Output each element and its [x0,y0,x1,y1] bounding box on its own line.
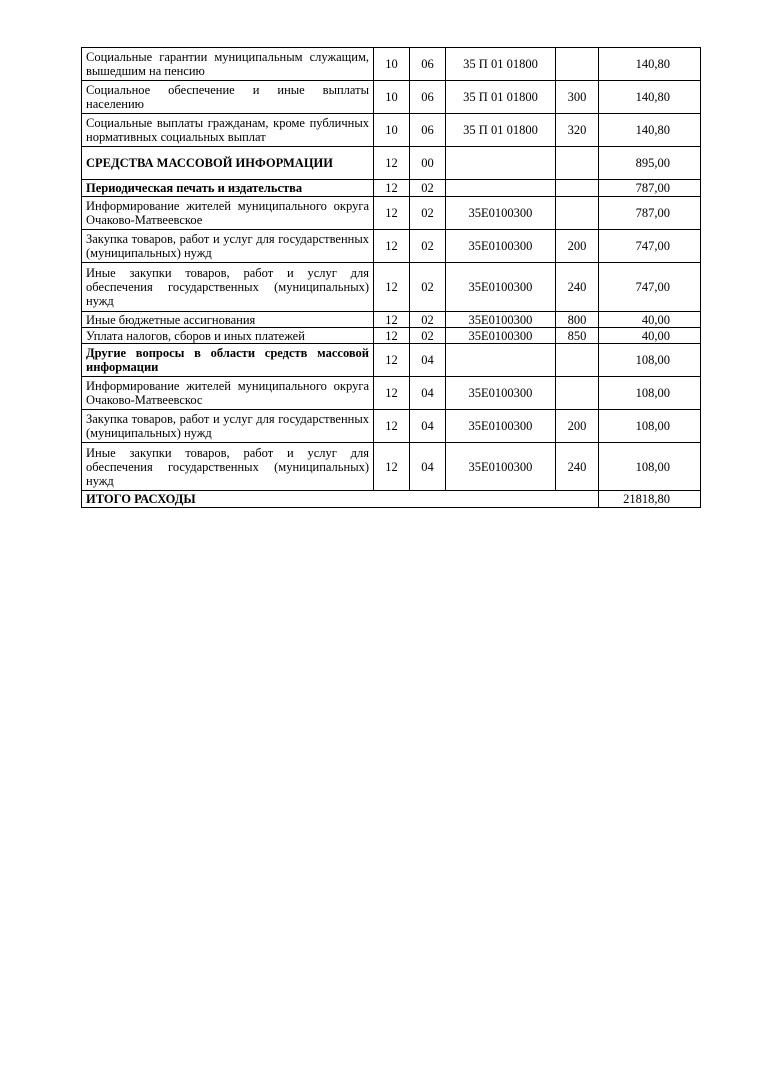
row-target-article [446,180,556,197]
table-row [82,443,701,491]
row-amount: 787,00 [599,197,701,230]
row-amount: 747,00 [599,263,701,312]
row-section: 10 [374,48,410,81]
row-section: 12 [374,230,410,263]
row-name: Иные закупки товаров, работ и услуг для обеспечения государственных (муниципальных) нужд [82,443,374,491]
row-section: 12 [374,312,410,328]
row-amount: 108,00 [599,377,701,410]
table-row [82,377,701,410]
table-row [82,312,701,328]
row-subsection: 02 [410,197,446,230]
row-target-article: 35 П 01 01800 [446,114,556,147]
row-subsection: 04 [410,344,446,377]
table-row [82,410,701,443]
row-expense-type [556,197,599,230]
row-target-article: 35Е0100300 [446,263,556,312]
row-section: 12 [374,377,410,410]
table-row [82,328,701,344]
row-section: 10 [374,81,410,114]
row-expense-type [556,344,599,377]
row-target-article: 35Е0100300 [446,197,556,230]
row-section: 12 [374,147,410,180]
row-subsection: 04 [410,443,446,491]
row-expense-type: 300 [556,81,599,114]
row-name: Иные бюджетные ассигнования [82,312,374,328]
row-target-article: 35 П 01 01800 [446,48,556,81]
row-target-article [446,147,556,180]
row-name: Социальные гарантии муниципальным служащим, вышедшим на пенсию [82,48,374,81]
budget-expenditure-table [81,47,701,508]
row-section: 12 [374,443,410,491]
row-name: Информирование жителей муниципального округа Очаково-Матвеевскос [82,377,374,410]
row-amount: 895,00 [599,147,701,180]
row-amount: 787,00 [599,180,701,197]
row-target-article: 35Е0100300 [446,312,556,328]
row-name: СРЕДСТВА МАССОВОЙ ИНФОРМАЦИИ [82,147,374,180]
row-name: Информирование жителей муниципального округа Очаково-Матвеевское [82,197,374,230]
row-amount: 108,00 [599,410,701,443]
row-name: Другие вопросы в области средств массовой информации [82,344,374,377]
row-name: Социальное обеспечение и иные выплаты населению [82,81,374,114]
row-expense-type: 800 [556,312,599,328]
row-expense-type [556,180,599,197]
row-name: Иные закупки товаров, работ и услуг для обеспечения государственных (муниципальных) нужд [82,263,374,312]
row-target-article [446,344,556,377]
row-section: 12 [374,180,410,197]
row-amount: 140,80 [599,81,701,114]
table-row [82,197,701,230]
row-target-article: 35 П 01 01800 [446,81,556,114]
total-row [82,491,701,508]
table-row [82,114,701,147]
row-amount: 40,00 [599,328,701,344]
row-section: 10 [374,114,410,147]
row-subsection: 04 [410,410,446,443]
row-expense-type [556,147,599,180]
row-amount: 140,80 [599,114,701,147]
row-section: 12 [374,197,410,230]
table-row [82,180,701,197]
total-amount: 21818,80 [599,491,701,508]
row-section: 12 [374,410,410,443]
row-target-article: 35Е0100300 [446,443,556,491]
row-target-article: 35Е0100300 [446,328,556,344]
row-amount: 108,00 [599,344,701,377]
row-amount: 140,80 [599,48,701,81]
row-subsection: 02 [410,328,446,344]
row-target-article: 35Е0100300 [446,410,556,443]
table-row [82,230,701,263]
row-amount: 108,00 [599,443,701,491]
row-section: 12 [374,328,410,344]
row-name: Закупка товаров, работ и услуг для государственных (муниципальных) нужд [82,230,374,263]
row-subsection: 06 [410,114,446,147]
table-row [82,81,701,114]
row-expense-type: 320 [556,114,599,147]
row-expense-type: 240 [556,443,599,491]
row-subsection: 02 [410,312,446,328]
row-name: Социальные выплаты гражданам, кроме публичных нормативных социальных выплат [82,114,374,147]
row-subsection: 02 [410,263,446,312]
row-subsection: 02 [410,230,446,263]
row-section: 12 [374,263,410,312]
row-name: Закупка товаров, работ и услуг для государственных (муниципальных) нужд [82,410,374,443]
row-subsection: 06 [410,48,446,81]
row-name: Уплата налогов, сборов и иных платежей [82,328,374,344]
row-target-article: 35Е0100300 [446,230,556,263]
row-expense-type [556,48,599,81]
row-amount: 747,00 [599,230,701,263]
total-label: ИТОГО РАСХОДЫ [82,491,599,508]
table-row [82,147,701,180]
row-section: 12 [374,344,410,377]
table-row [82,48,701,81]
row-expense-type: 200 [556,230,599,263]
row-expense-type: 850 [556,328,599,344]
row-subsection: 02 [410,180,446,197]
row-target-article: 35Е0100300 [446,377,556,410]
row-subsection: 00 [410,147,446,180]
row-amount: 40,00 [599,312,701,328]
table-row [82,263,701,312]
row-expense-type: 200 [556,410,599,443]
table-row [82,344,701,377]
row-expense-type [556,377,599,410]
row-name: Периодическая печать и издательства [82,180,374,197]
row-subsection: 06 [410,81,446,114]
row-subsection: 04 [410,377,446,410]
row-expense-type: 240 [556,263,599,312]
